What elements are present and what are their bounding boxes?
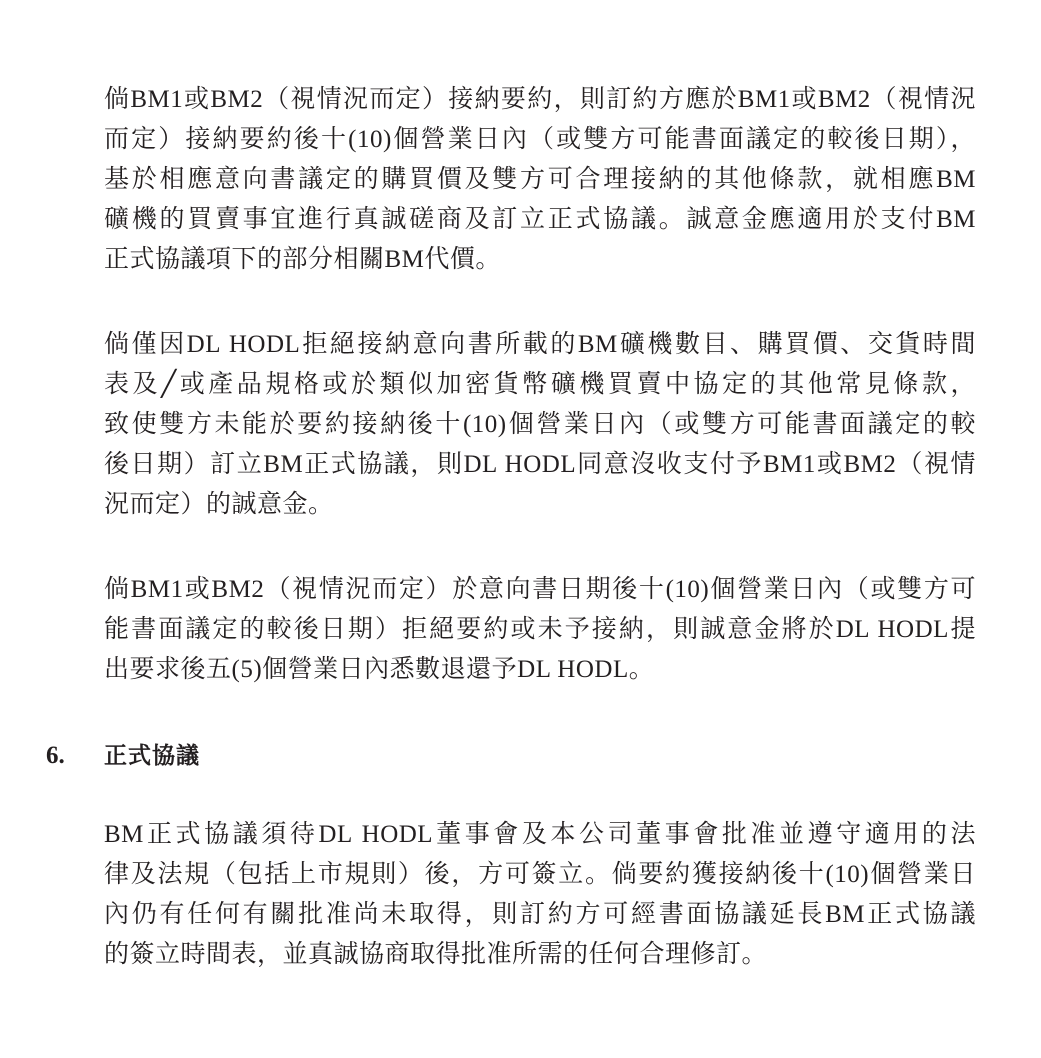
text-line: BM正式協議須待DL HODL董事會及本公司董事會批准並遵守適用的法 bbox=[104, 821, 976, 848]
text-line: 能書面議定的較後日期）拒絕要約或未予接納，則誠意金將於DL HODL提 bbox=[104, 616, 976, 643]
paragraph-bm-acceptance bbox=[104, 80, 976, 280]
section-number: 6. bbox=[46, 742, 65, 769]
paragraph-deposit-refund bbox=[104, 570, 976, 690]
text-line: 出要求後五(5)個營業日內悉數退還予DL HODL。 bbox=[104, 656, 655, 683]
paragraph-deposit-forfeiture bbox=[104, 325, 976, 525]
section-heading bbox=[46, 736, 200, 776]
text-line: 而定）接納要約後十(10)個營業日內（或雙方可能書面議定的較後日期）， bbox=[104, 126, 976, 153]
text-line: 律及法規（包括上市規則）後，方可簽立。倘要約獲接納後十(10)個營業日 bbox=[104, 861, 976, 888]
text-line: 後日期）訂立BM正式協議，則DL HODL同意沒收支付予BM1或BM2（視情 bbox=[104, 451, 976, 478]
text-line: 基於相應意向書議定的購買價及雙方可合理接納的其他條款，就相應BM bbox=[104, 166, 976, 193]
text-line: 倘BM1或BM2（視情況而定）接納要約，則訂約方應於BM1或BM2（視情況 bbox=[104, 86, 976, 113]
paragraph-formal-agreement bbox=[104, 815, 976, 975]
text-line: 倘僅因DL HODL拒絕接納意向書所載的BM礦機數目、購買價、交貨時間 bbox=[104, 331, 976, 358]
section-title: 正式協議 bbox=[104, 743, 200, 769]
text-line: 內仍有任何有關批准尚未取得，則訂約方可經書面協議延長BM正式協議 bbox=[104, 901, 976, 928]
text-line: 表及╱或產品規格或於類似加密貨幣礦機買賣中協定的其他常見條款， bbox=[104, 371, 976, 398]
text-line: 致使雙方未能於要約接納後十(10)個營業日內（或雙方可能書面議定的較 bbox=[104, 411, 976, 438]
text-line: 的簽立時間表，並真誠協商取得批准所需的任何合理修訂。 bbox=[104, 941, 768, 968]
text-line: 況而定）的誠意金。 bbox=[104, 491, 334, 518]
text-line: 正式協議項下的部分相關BM代價。 bbox=[104, 246, 501, 273]
text-line: 礦機的買賣事宜進行真誠磋商及訂立正式協議。誠意金應適用於支付BM bbox=[104, 206, 976, 233]
text-line: 倘BM1或BM2（視情況而定）於意向書日期後十(10)個營業日內（或雙方可 bbox=[104, 576, 976, 603]
